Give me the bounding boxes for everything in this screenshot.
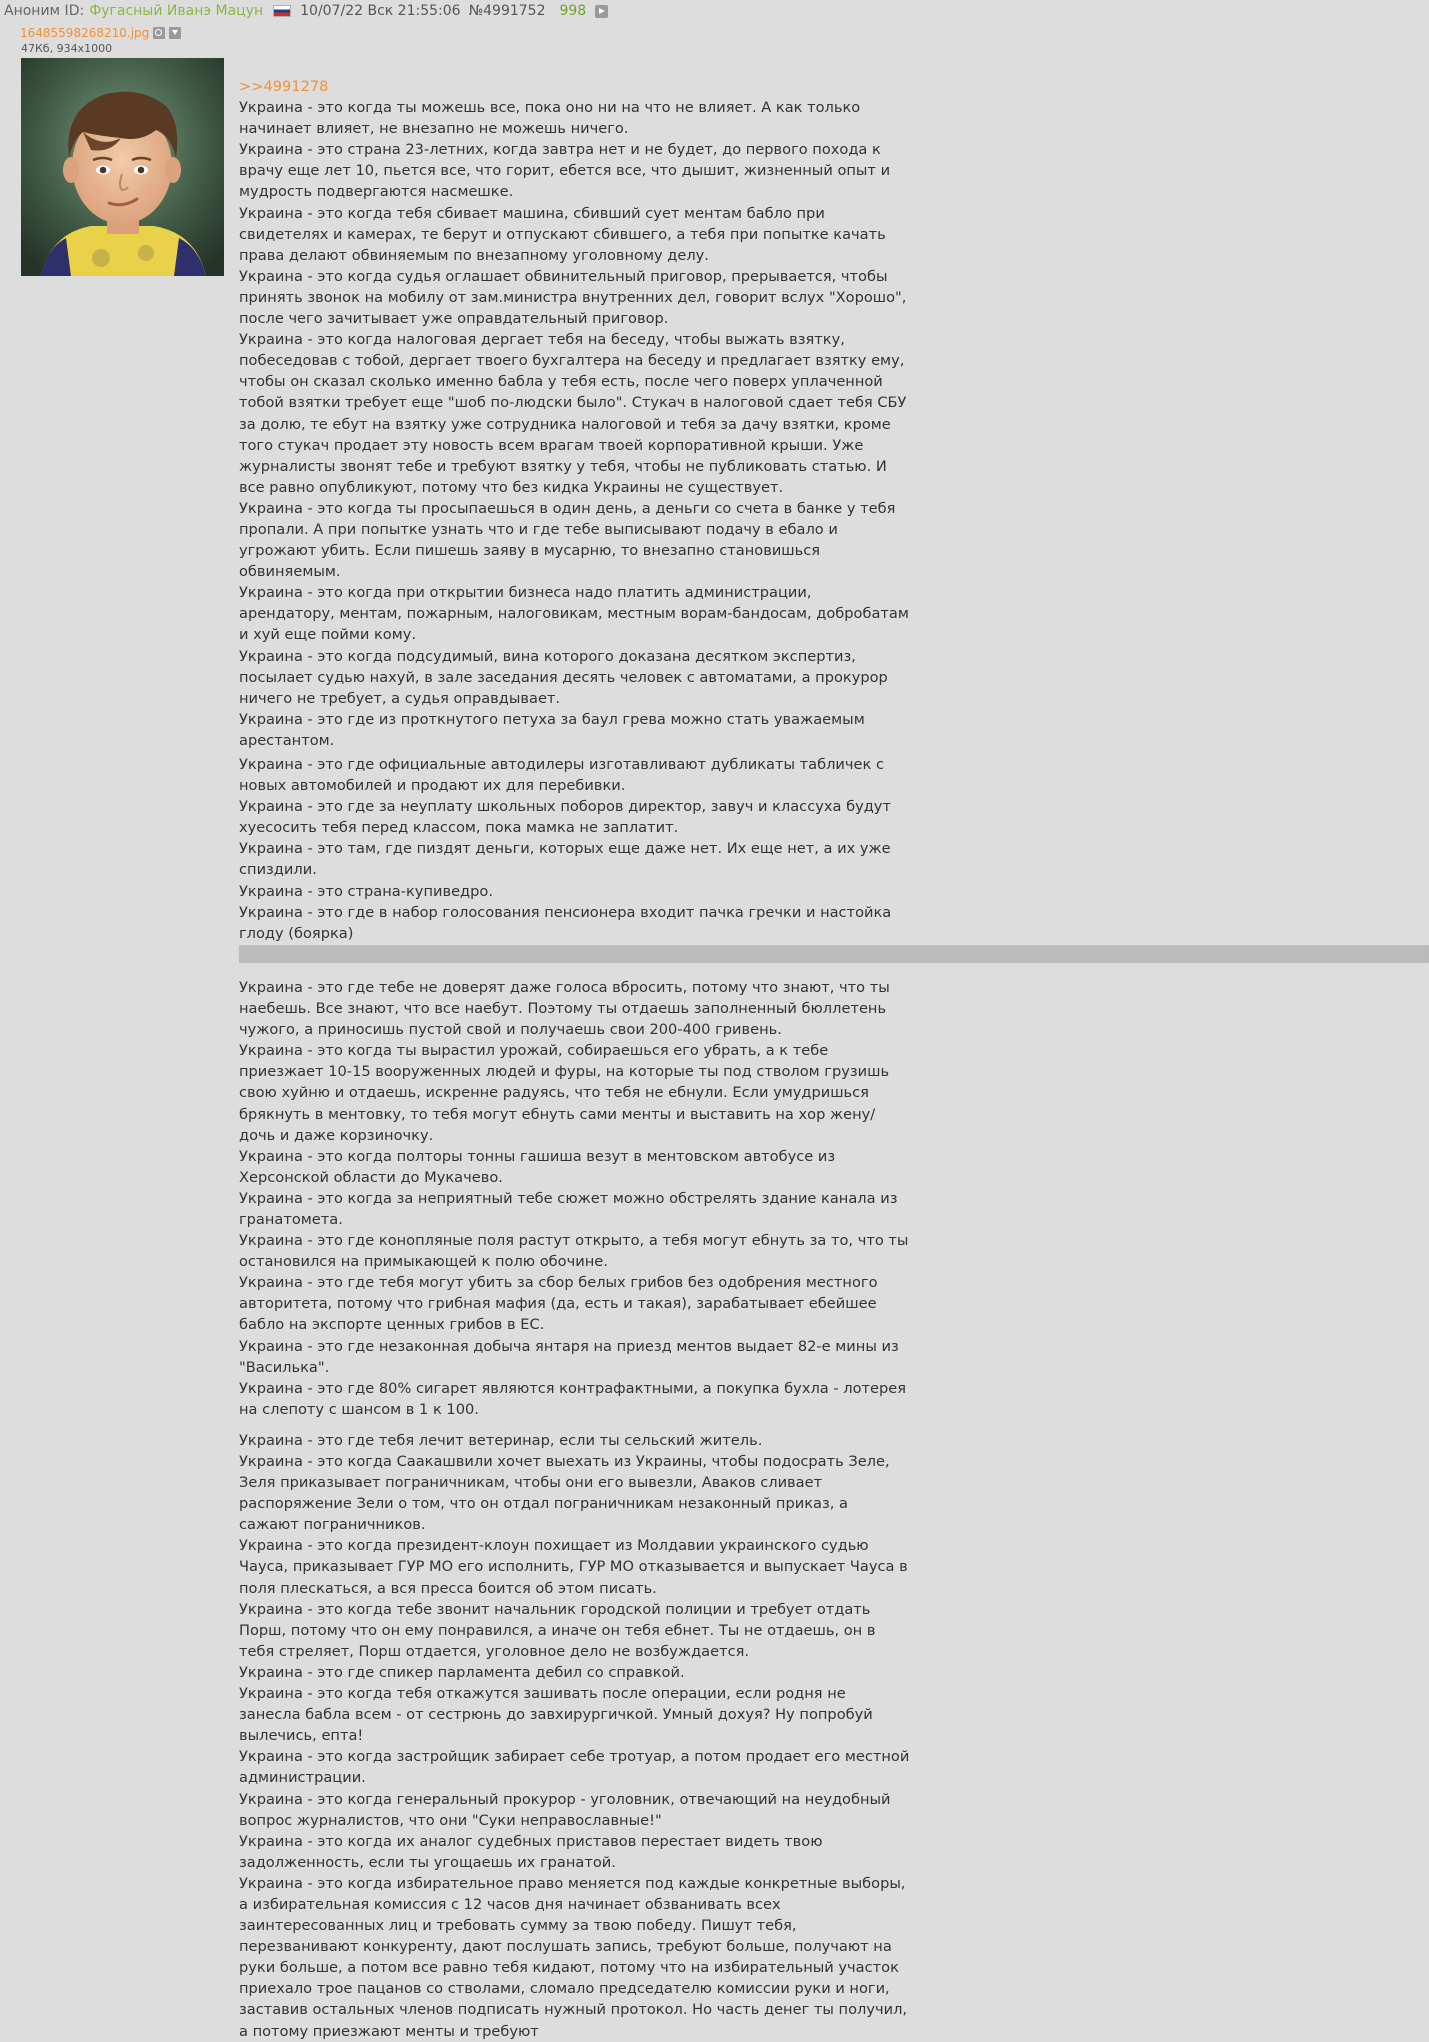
post-paragraph: Украина - это где официальные автодилеры изготавливают дубликаты табличек с новых автомобилей и продают их для перебивки. <box>239 756 884 795</box>
image-search-icon[interactable] <box>153 27 165 39</box>
post-paragraph: Украина - это страна-купиведро. <box>239 882 493 900</box>
boy-portrait-image <box>21 58 224 276</box>
post-paragraph: Украина - это где тебя могут убить за сбор белых грибов без одобрения местного авторитета, потому что грибная мафия (да, есть и такая), зарабатывает ебейшее бабло на экспорте ценных грибов в ЕС. <box>239 1274 878 1334</box>
anon-label: Аноним ID: <box>4 3 85 19</box>
post-paragraph: Украина - это где тебя лечит ветеринар, если ты сельский житель. <box>239 1431 763 1449</box>
post-paragraph: Украина - это страна 23-летних, когда завтра нет и не будет, до первого похода к врачу еще лет 10, пьется все, что горит, ебется все, что дышит, жизненный опыт и мудрость подвергаются насмешке. <box>239 141 891 201</box>
file-info <box>20 24 181 42</box>
post-paragraph: Украина - это там, где пиздят деньги, которых еще даже нет. Их еще нет, а их уже спиздили. <box>239 840 891 879</box>
poster-id[interactable]: Фугасный Иванэ Мацун <box>89 3 264 19</box>
spacer <box>239 1420 911 1430</box>
post-paragraph: Украина - это когда генеральный прокурор - уголовник, отвечающий на неудобный вопрос журналистов, что они "Суки неправославные!" <box>239 1790 891 1829</box>
post-paragraph: Украина - это когда тебя сбивает машина, сбивший сует ментам бабло при свидетелях и камерах, те берут и отпускают сбившего, а тебя при попытке качать права делают обвиняемым по внезапному уголовному делу. <box>239 204 886 264</box>
attached-image-thumbnail[interactable] <box>21 58 224 276</box>
download-icon[interactable] <box>169 27 181 39</box>
post-header <box>0 0 918 22</box>
post-paragraph: Украина - это когда при открытии бизнеса надо платить администрации, арендатору, ментам, пожарным, налоговикам, местным ворам-бандосам, добробатам и хуй еще пойми кому. <box>239 584 909 644</box>
post-body <box>239 76 1429 2042</box>
post-paragraph: Украина - это где из проткнутого петуха за баул грева можно стать уважаемым арестантом. <box>239 710 865 749</box>
post-number[interactable]: №4991752 <box>468 3 546 19</box>
post-paragraph: Украина - это где конопляные поля растут открыто, а тебя могут ебнуть за то, что ты остановился на примыкающей к полю обочине. <box>239 1232 909 1271</box>
spoiler-text[interactable]: ██████████████████████████████████████████████████████████████████████████████████████████████████████████ <box>239 945 1429 963</box>
reply-link[interactable]: >>4991278 <box>239 78 329 95</box>
post-paragraph: Украина - это когда их аналог судебных приставов перестает видеть твою задолженность, если ты угощаешь их гранатой. <box>239 1832 823 1871</box>
russia-flag-icon <box>273 5 291 17</box>
post-paragraph: Украина - это где спикер парламента дебил со справкой. <box>239 1663 685 1681</box>
post-paragraph: Украина - это когда тебе звонит начальник городской полиции и требует отдать Порш, потому что он ему понравился, а иначе он тебя ебнет. Ты не отдаешь, он в тебя стреляет, Порш отдается, уголовное дело не возбуждается. <box>239 1600 876 1660</box>
spacer <box>239 965 911 977</box>
post-paragraph: Украина - это когда избирательное право меняется под каждые конкретные выборы, а избирательная комиссия с 12 часов дня начинает обзванивать всех заинтересованных лиц и требовать сумму за твою победу. Пишут тебя, перезванивают конкуренту, дают послушать запись, требуют больше, получают на руки больше, а потом все равно тебя кидают, потому что на избирательный участок приехало трое пацанов со стволами, сломало председателю комиссии руки и ноги, заставив остальных членов подписать нужный протокол. Но часть денег ты получил, а потому приезжают менты и требуют <box>239 1874 908 2040</box>
post-paragraph: Украина - это когда судья оглашает обвинительный приговор, прерывается, чтобы принять звонок на мобилу от зам.министра внутренних дел, говорит вслух "Хорошо", после чего зачитывает уже оправдательный приговор. <box>239 267 907 328</box>
post-paragraph: Украина - это когда полторы тонны гашиша везут в ментовском автобусе из Херсонской области до Мукачево. <box>239 1147 836 1186</box>
post-paragraph: Украина - это где 80% сигарет являются контрафактными, а покупка бухла - лотерея на слепоту с шансом в 1 к 100. <box>239 1379 907 1418</box>
post-paragraph: Украина - это когда за неприятный тебе сюжет можно обстрелять здание канала из гранатомета. <box>239 1189 898 1228</box>
reply-count[interactable]: 998 <box>559 3 587 19</box>
post-paragraph: Украина - это когда ты вырастил урожай, собираешься его убрать, а к тебе приезжает 10-15 вооруженных людей и фуры, на которые ты под стволом грузишь свою хуйню и отдаешь, искренне радуясь, что тебя не ебнули. Если умудришься брякнуть в ментовку, то тебя могут ебнуть сами менты и выставить на хор жену/дочь и даже корзиночку. <box>239 1042 890 1144</box>
file-name-link[interactable]: 16485598268210.jpg <box>20 26 150 40</box>
post-paragraph: Украина - это где незаконная добыча янтаря на приезд ментов выдает 82-е мины из "Василька". <box>239 1337 899 1376</box>
post-paragraph: Украина - это когда тебя откажутся зашивать после операции, если родня не занесла бабла всем - от сестрюнь до завхирургичкой. Умный дохуя? Ну попробуй вылечись, епта! <box>239 1685 873 1745</box>
post-paragraph: Украина - это где тебе не доверят даже голоса вбросить, потому что знают, что ты наебешь. Все знают, что все наебут. Поэтому ты отдаешь заполненный бюллетень чужого, а приносишь пустой свой и получаешь свои 200-400 гривень. <box>239 978 890 1039</box>
post-datetime: 10/07/22 Вск 21:55:06 <box>300 3 461 19</box>
spoiler-prefix: Украина - это где в набор голосования пенсионера входит пачка гречки и настойка глоду (боярка) <box>239 903 892 942</box>
play-icon[interactable] <box>595 5 608 18</box>
post-paragraph: Украина - это когда ты можешь все, пока оно ни на что не влияет. А как только начинает влияет, не внезапно не можешь ничего. <box>239 99 861 138</box>
post-paragraph: Украина - это когда ты просыпаешься в один день, а деньги со счета в банке у тебя пропали. А при попытке узнать что и где тебе выписывают подачу в ебало и угрожают убить. Если пишешь заяву в мусарню, то внезапно становишься обвиняемым. <box>239 499 896 581</box>
file-meta: 47Кб, 934x1000 <box>21 42 113 55</box>
post-paragraph: Украина - это где за неуплату школьных поборов директор, завуч и классуха будут хуесосить тебя перед классом, пока мамка не заплатит. <box>239 798 891 837</box>
post-paragraph: Украина - это когда Саакашвили хочет выехать из Украины, чтобы подосрать Зеле, Зеля приказывает пограничникам, чтобы они его вывезли, Аваков сливает распоряжение Зели о том, что он отдал пограничникам незаконный приказ, а сажают пограничников. <box>239 1453 890 1534</box>
post-paragraph: Украина - это когда застройщик забирает себе тротуар, а потом продает его местной администрации. <box>239 1748 910 1787</box>
post-paragraph: Украина - это когда налоговая дергает тебя на беседу, чтобы выжать взятку, побеседовав с тобой, дергает твоего бухгалтера на беседу и предлагает взятку ему, чтобы он сказал сколько именно бабла у тебя есть, после чего поверх уплаченной тобой взятки требует еще "шоб по-людски было". Стукач в налоговой сдает тебя СБУ за долю, те ебут на взятку уже сотрудника налоговой и тебя за дачу взятки, кроме того стукач продает эту новость всем врагам твоей корпоративной крыши. Уже журналисты звонят тебе и требуют взятку у тебя, чтобы не публиковать статью. И все равно опубликуют, потому что без кидка Украины не существует. <box>239 331 907 496</box>
post-paragraph: Украина - это когда подсудимый, вина которого доказана десятком экспертиз, посылает судью нахуй, в зале заседания десять человек с автоматами, а прокурор ничего не требует, а судья оправдывает. <box>239 647 888 707</box>
spoiler-paragraph <box>239 902 1429 965</box>
post-paragraph: Украина - это когда президент-клоун похищает из Молдавии украинского судью Чауса, приказывает ГУР МО его исполнить, ГУР МО отказывается и выпускает Чауса в поля плескаться, а вся пресса боится об этом писать. <box>239 1537 908 1597</box>
